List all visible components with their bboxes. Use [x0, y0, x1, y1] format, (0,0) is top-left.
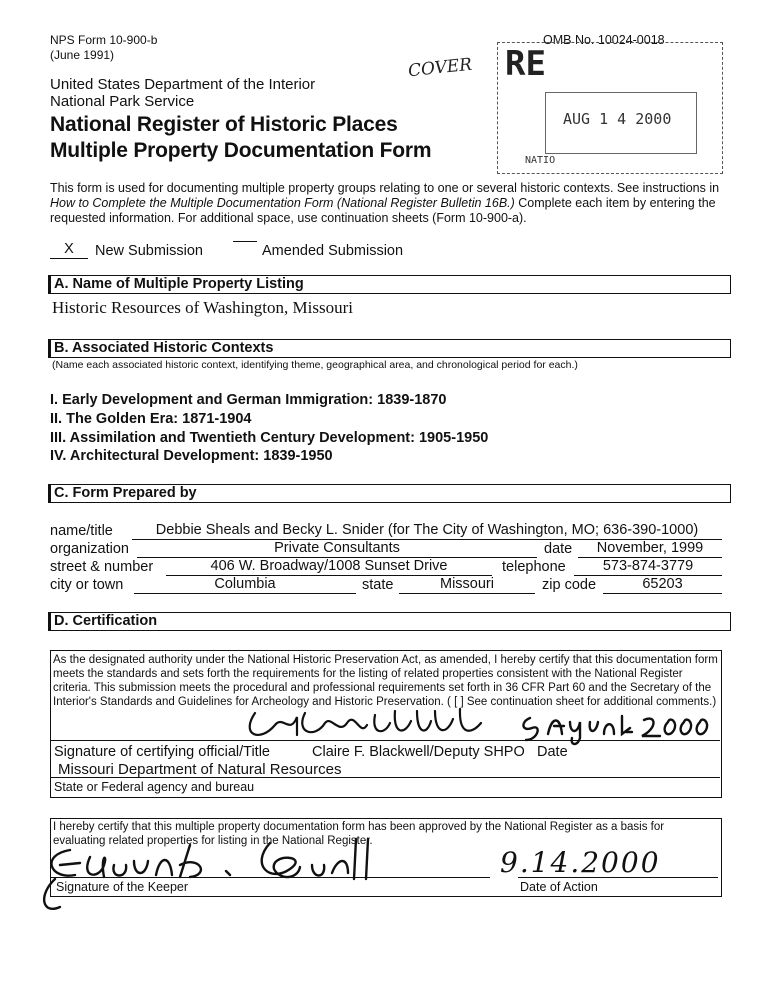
section-d-heading: D. Certification [48, 612, 731, 631]
zip-label: zip code [542, 577, 597, 593]
name-title-label: name/title [50, 523, 113, 539]
intro-part1: This form is used for documenting multiple property groups relating to one or several historic contexts. See instructions in [50, 181, 720, 195]
official-signature [235, 705, 495, 745]
street-label: street & number [50, 559, 154, 575]
official-name: Claire F. Blackwell/Deputy SHPO [312, 744, 525, 760]
date-field[interactable]: November, 1999 [578, 540, 722, 558]
form-number: NPS Form 10-900-b [50, 33, 158, 47]
stamp-date: AUG 1 4 2000 [563, 110, 672, 128]
signature-line [50, 740, 720, 741]
new-submission-label: New Submission [95, 243, 203, 259]
context-item: III. Assimilation and Twentieth Century Development: 1905-1950 [50, 430, 489, 446]
omb-number: OMB No. 10024-0018 [543, 33, 665, 47]
keeper-signature-label: Signature of the Keeper [56, 880, 189, 894]
intro-part2: Complete each item by entering the requested information. For additional space, use continuation sheets (Form 10-900-a). [50, 196, 716, 225]
new-submission-mark[interactable]: X [50, 241, 88, 259]
form-title-line2: Multiple Property Documentation Form [50, 139, 432, 162]
form-date: (June 1991) [50, 48, 115, 62]
certification-date-handwritten [518, 708, 718, 748]
organization-label: organization [50, 541, 129, 557]
cover-handwritten-note: COVER [407, 54, 474, 82]
certification-date-label: Date [537, 744, 568, 760]
state-label: state [362, 577, 394, 593]
organization-field[interactable]: Private Consultants [137, 540, 537, 558]
keeper-signature [30, 835, 390, 915]
amended-submission-label: Amended Submission [262, 243, 404, 259]
service: National Park Service [50, 93, 195, 110]
form-title-line1: National Register of Historic Places [50, 113, 398, 136]
official-signature-label: Signature of certifying official/Title [54, 744, 270, 760]
name-title-field[interactable]: Debbie Sheals and Becky L. Snider (for The City of Washington, MO; 636-390-1000) [132, 522, 722, 540]
intro-text [50, 181, 730, 226]
property-listing-name: Historic Resources of Washington, Missouri [52, 298, 353, 317]
telephone-field[interactable]: 573-874-3779 [574, 558, 722, 576]
agency-label: State or Federal agency and bureau [54, 780, 255, 794]
stamp-footer: NATIO [525, 155, 556, 166]
certification-statement: As the designated authority under the National Historic Preservation Act, as amended, I hereby certify that this documentation form meets the standards and sets forth the requirements for the listing of related properties consistent with the National Register criteria. This submission meets the procedural and professional requirements set forth in 36 CFR Part 60 and the Secretary of the Interior's Standards and Guidelines for Archeology and Historic Preservation. ( [ ] See continuation sheet for additional comments.) [53, 654, 718, 708]
amended-submission-mark[interactable] [233, 241, 257, 242]
section-b-heading: B. Associated Historic Contexts [48, 339, 731, 358]
zip-field[interactable]: 65203 [603, 576, 722, 594]
keeper-signature-line [50, 877, 490, 878]
section-b-note: (Name each associated historic context, identifying theme, geographical area, and chronological period for each.) [52, 359, 578, 371]
action-date-line [518, 877, 718, 878]
section-c-heading: C. Form Prepared by [48, 484, 731, 503]
telephone-label: telephone [502, 559, 566, 575]
keeper-statement: I hereby certify that this multiple property documentation form has been approved by the National Register as a basis for evaluating related properties for listing in the National Register. [53, 821, 665, 847]
agency-value: Missouri Department of Natural Resources [58, 761, 342, 778]
date-of-action-label: Date of Action [520, 880, 598, 894]
state-field[interactable]: Missouri [399, 576, 535, 594]
date-label: date [544, 541, 573, 557]
stamp-received-letters: RE [505, 44, 546, 84]
section-a-heading: A. Name of Multiple Property Listing [48, 275, 731, 294]
context-item: II. The Golden Era: 1871-1904 [50, 411, 252, 427]
date-of-action: 9.14.2000 [500, 846, 661, 879]
street-field[interactable]: 406 W. Broadway/1008 Sunset Drive [166, 558, 492, 576]
context-item: I. Early Development and German Immigration: 1839-1870 [50, 392, 447, 408]
department: United States Department of the Interior [50, 76, 316, 93]
city-field[interactable]: Columbia [134, 576, 356, 594]
agency-line [50, 777, 720, 778]
intro-italic: How to Complete the Multiple Documentation Form (National Register Bulletin 16B.) [50, 196, 515, 210]
context-item: IV. Architectural Development: 1839-1950 [50, 448, 333, 464]
city-label: city or town [50, 577, 124, 593]
